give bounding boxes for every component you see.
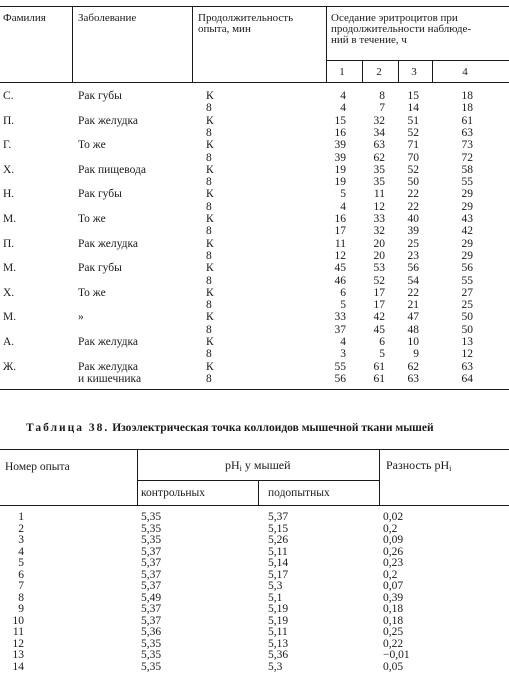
row-value: 61 <box>373 360 385 373</box>
row-value: 32 <box>373 225 385 238</box>
row-control-value: 5,37 <box>141 614 162 627</box>
row-experiment-number: 6 <box>18 568 24 581</box>
row-duration: К <box>206 286 214 299</box>
header-control: контрольных <box>141 487 206 499</box>
row-duration: К <box>206 262 214 275</box>
isoelectric-table <box>0 444 509 691</box>
col-divider <box>72 6 73 83</box>
row-value: 22 <box>407 200 419 213</box>
row-difference-value: 0,23 <box>383 557 404 569</box>
row-value: 18 <box>461 90 473 102</box>
row-value: 9 <box>413 348 419 361</box>
row-experimental-value: 5,1 <box>268 591 283 604</box>
table-title: Изоэлектрическая точка коллоидов мышечной ткани мышей <box>112 422 434 434</box>
row-value: 29 <box>461 188 473 201</box>
row-experiment-number: 13 <box>12 649 24 661</box>
row-value: 72 <box>461 151 473 164</box>
row-control-value: 5,49 <box>141 591 162 604</box>
row-experiment-number: 14 <box>12 660 24 673</box>
row-value: 5 <box>379 348 385 361</box>
row-control-value: 5,37 <box>141 568 162 581</box>
row-surname: С. <box>3 90 14 102</box>
row-disease: Рак желудка <box>78 114 138 127</box>
row-value: 22 <box>407 286 419 299</box>
row-value: 33 <box>334 311 346 324</box>
row-value: 56 <box>334 372 346 385</box>
header-sedimentation: Оседание эритроцитов при продолжительности наблюде- ний в течение, ч <box>331 12 472 46</box>
row-experiment-number: 4 <box>18 545 24 558</box>
row-value: 16 <box>334 213 346 225</box>
row-value: 4 <box>340 336 346 348</box>
row-value: 56 <box>407 262 419 275</box>
row-value: 11 <box>334 237 346 250</box>
row-value: 6 <box>340 286 346 299</box>
header-disease: Заболевание <box>78 12 137 24</box>
row-value: 40 <box>407 213 419 225</box>
header-experiment-number: Номер опыта <box>5 461 70 473</box>
row-experiment-number: 5 <box>18 557 24 569</box>
row-value: 42 <box>373 311 385 324</box>
row-duration: 8 <box>206 200 212 213</box>
row-experimental-value: 5,13 <box>268 637 289 650</box>
row-value: 39 <box>334 139 346 152</box>
row-surname: П. <box>3 114 15 127</box>
row-experimental-value: 5,11 <box>268 545 288 558</box>
row-difference-value: 0,26 <box>383 545 404 558</box>
row-value: 62 <box>373 151 385 164</box>
col-divider <box>137 449 138 506</box>
row-duration: 8 <box>206 372 212 385</box>
row-value: 43 <box>461 213 473 225</box>
row-value: 55 <box>461 274 473 287</box>
row-value: 20 <box>373 237 385 250</box>
col-divider <box>362 60 363 83</box>
row-value: 61 <box>373 372 385 385</box>
header-experimental: подопытных <box>268 487 330 499</box>
row-control-value: 5,37 <box>141 580 162 592</box>
row-value: 7 <box>379 102 385 115</box>
header-bottom-rule <box>0 505 509 506</box>
row-value: 35 <box>373 163 385 176</box>
row-disease: Рак желудка <box>78 237 138 250</box>
row-experimental-value: 5,37 <box>268 511 289 523</box>
row-value: 51 <box>407 114 419 127</box>
row-experiment-number: 12 <box>12 637 24 650</box>
row-surname: М. <box>3 262 17 275</box>
row-duration: 8 <box>206 176 212 189</box>
header-hour: 2 <box>376 66 382 78</box>
row-surname: М. <box>3 213 17 225</box>
row-difference-value: 0,09 <box>383 534 404 546</box>
row-control-value: 5,36 <box>141 626 162 638</box>
row-surname: П. <box>3 237 15 250</box>
row-value: 5 <box>340 188 346 201</box>
row-value: 53 <box>373 262 385 275</box>
row-duration: К <box>206 336 214 348</box>
row-value: 34 <box>373 126 385 139</box>
col-divider <box>326 6 327 83</box>
hours-subheader-rule <box>327 60 509 61</box>
row-difference-value: 0,18 <box>383 603 404 615</box>
row-duration: К <box>206 311 214 324</box>
row-duration: 8 <box>206 299 212 312</box>
row-experiment-number: 1 <box>18 511 24 523</box>
row-experimental-value: 5,26 <box>268 534 289 546</box>
row-control-value: 5,35 <box>141 511 162 523</box>
row-disease: Рак желудка <box>78 336 138 348</box>
row-difference-value: 0,07 <box>383 580 404 592</box>
row-experiment-number: 3 <box>18 534 24 546</box>
row-value: 71 <box>407 139 419 152</box>
row-value: 70 <box>407 151 419 164</box>
header-duration: Продолжительность опыта, мин <box>198 12 294 35</box>
row-value: 12 <box>373 200 385 213</box>
row-control-value: 5,37 <box>141 545 162 558</box>
table-bottom-rule <box>0 389 509 390</box>
row-disease: и кишечника <box>78 372 142 385</box>
header-hour: 3 <box>411 66 417 78</box>
row-duration: 8 <box>206 274 212 287</box>
row-experiment-number: 7 <box>18 580 24 592</box>
row-control-value: 5,35 <box>141 637 162 650</box>
row-duration: К <box>206 237 214 250</box>
row-value: 61 <box>461 114 473 127</box>
row-surname: Г. <box>3 139 12 152</box>
row-value: 5 <box>340 299 346 312</box>
header-ph-difference: Разность $pH_i$ <box>386 458 452 473</box>
row-experimental-value: 5,11 <box>268 626 288 638</box>
row-surname: Н. <box>3 188 15 201</box>
row-value: 39 <box>334 151 346 164</box>
row-value: 45 <box>334 262 346 275</box>
row-disease: То же <box>78 139 106 152</box>
row-value: 42 <box>461 225 473 238</box>
row-difference-value: 0,02 <box>383 511 404 523</box>
row-duration: К <box>206 114 214 127</box>
row-value: 17 <box>373 299 385 312</box>
row-value: 29 <box>461 249 473 262</box>
row-control-value: 5,35 <box>141 660 162 673</box>
row-experiment-number: 2 <box>18 522 24 535</box>
row-value: 50 <box>461 323 473 336</box>
row-value: 17 <box>334 225 346 238</box>
row-value: 15 <box>334 114 346 127</box>
row-value: 12 <box>334 249 346 262</box>
row-value: 52 <box>407 163 419 176</box>
row-value: 52 <box>407 126 419 139</box>
row-control-value: 5,37 <box>141 557 162 569</box>
row-disease: Рак желудка <box>78 360 138 373</box>
row-surname: А. <box>3 336 15 348</box>
col-divider <box>398 60 399 83</box>
row-value: 23 <box>407 249 419 262</box>
row-value: 4 <box>340 90 346 102</box>
row-surname: Х. <box>3 286 15 299</box>
table-caption <box>26 422 434 434</box>
row-duration: 8 <box>206 249 212 262</box>
row-difference-value: 0,25 <box>383 626 404 638</box>
row-experimental-value: 5,17 <box>268 568 289 581</box>
row-value: 63 <box>373 139 385 152</box>
row-value: 4 <box>340 200 346 213</box>
table-top-rule <box>0 6 509 7</box>
row-experimental-value: 5,19 <box>268 603 289 615</box>
row-value: 8 <box>379 90 385 102</box>
row-difference-value: 0,22 <box>383 637 404 650</box>
row-value: 6 <box>379 336 385 348</box>
row-difference-value: 0,2 <box>383 568 398 581</box>
row-value: 18 <box>461 102 473 115</box>
row-value: 47 <box>407 311 419 324</box>
row-value: 37 <box>334 323 346 336</box>
row-duration: К <box>206 188 214 201</box>
row-disease: Рак пищевода <box>78 163 146 176</box>
row-experiment-number: 9 <box>18 603 24 615</box>
row-experimental-value: 5,15 <box>268 522 289 535</box>
row-value: 63 <box>461 360 473 373</box>
row-control-value: 5,35 <box>141 649 162 661</box>
row-value: 15 <box>407 90 419 102</box>
row-value: 20 <box>373 249 385 262</box>
row-value: 14 <box>407 102 419 115</box>
row-value: 19 <box>334 163 346 176</box>
header-surname: Фамилия <box>3 12 46 24</box>
row-value: 11 <box>373 188 385 201</box>
row-surname: М. <box>3 311 17 324</box>
col-divider <box>432 60 433 83</box>
row-experiment-number: 8 <box>18 591 24 604</box>
row-value: 48 <box>407 323 419 336</box>
row-value: 27 <box>461 286 473 299</box>
row-disease: Рак губы <box>78 262 122 275</box>
row-duration: 8 <box>206 323 212 336</box>
row-duration: К <box>206 163 214 176</box>
row-value: 52 <box>373 274 385 287</box>
row-value: 32 <box>373 114 385 127</box>
row-value: 16 <box>334 126 346 139</box>
row-difference-value: −0,01 <box>383 649 410 661</box>
row-experimental-value: 5,19 <box>268 614 289 627</box>
col-divider <box>379 449 380 506</box>
row-difference-value: 0,05 <box>383 660 404 673</box>
header-hour: 4 <box>462 66 468 78</box>
row-value: 25 <box>407 237 419 250</box>
row-duration: 8 <box>206 225 212 238</box>
row-value: 63 <box>407 372 419 385</box>
row-value: 3 <box>340 348 346 361</box>
row-value: 64 <box>461 372 473 385</box>
row-surname: Х. <box>3 163 15 176</box>
row-duration: 8 <box>206 102 212 115</box>
row-experimental-value: 5,36 <box>268 649 289 661</box>
row-value: 4 <box>340 102 346 115</box>
row-duration: К <box>206 213 214 225</box>
row-duration: 8 <box>206 348 212 361</box>
row-value: 10 <box>407 336 419 348</box>
row-difference-value: 0,39 <box>383 591 404 604</box>
table-number: Таблица 38. <box>26 422 110 434</box>
row-disease: Рак губы <box>78 90 122 102</box>
row-value: 12 <box>461 348 473 361</box>
row-value: 54 <box>407 274 419 287</box>
row-experiment-number: 10 <box>12 614 24 627</box>
row-value: 39 <box>407 225 419 238</box>
row-value: 25 <box>461 299 473 312</box>
row-disease: Рак губы <box>78 188 122 201</box>
row-duration: К <box>206 360 214 373</box>
row-value: 50 <box>461 311 473 324</box>
row-experiment-number: 11 <box>12 626 24 638</box>
row-value: 55 <box>461 176 473 189</box>
row-value: 21 <box>407 299 419 312</box>
table-top-rule <box>0 449 509 450</box>
row-difference-value: 0,2 <box>383 522 398 535</box>
row-disease: То же <box>78 213 106 225</box>
row-control-value: 5,37 <box>141 603 162 615</box>
row-duration: 8 <box>206 151 212 164</box>
row-duration: К <box>206 139 214 152</box>
row-value: 62 <box>407 360 419 373</box>
row-experimental-value: 5,14 <box>268 557 289 569</box>
row-duration: 8 <box>206 126 212 139</box>
col-divider <box>192 6 193 83</box>
row-value: 33 <box>373 213 385 225</box>
row-disease: » <box>78 311 84 324</box>
row-value: 13 <box>461 336 473 348</box>
row-value: 50 <box>407 176 419 189</box>
row-value: 17 <box>373 286 385 299</box>
header-ph-mice: $pH_i$ у мышей <box>225 458 291 473</box>
row-value: 55 <box>334 360 346 373</box>
row-value: 46 <box>334 274 346 287</box>
row-value: 45 <box>373 323 385 336</box>
row-value: 63 <box>461 126 473 139</box>
row-value: 22 <box>407 188 419 201</box>
row-duration: К <box>206 90 214 102</box>
row-value: 73 <box>461 139 473 152</box>
row-value: 35 <box>373 176 385 189</box>
col-divider <box>258 480 259 506</box>
header-hour: 1 <box>339 66 345 78</box>
row-control-value: 5,35 <box>141 534 162 546</box>
row-value: 19 <box>334 176 346 189</box>
row-surname: Ж. <box>3 360 17 373</box>
row-difference-value: 0,18 <box>383 614 404 627</box>
row-value: 29 <box>461 237 473 250</box>
row-value: 58 <box>461 163 473 176</box>
row-control-value: 5,35 <box>141 522 162 535</box>
row-value: 56 <box>461 262 473 275</box>
row-experimental-value: 5,3 <box>268 580 283 592</box>
row-value: 29 <box>461 200 473 213</box>
row-disease: То же <box>78 286 106 299</box>
row-experimental-value: 5,3 <box>268 660 283 673</box>
